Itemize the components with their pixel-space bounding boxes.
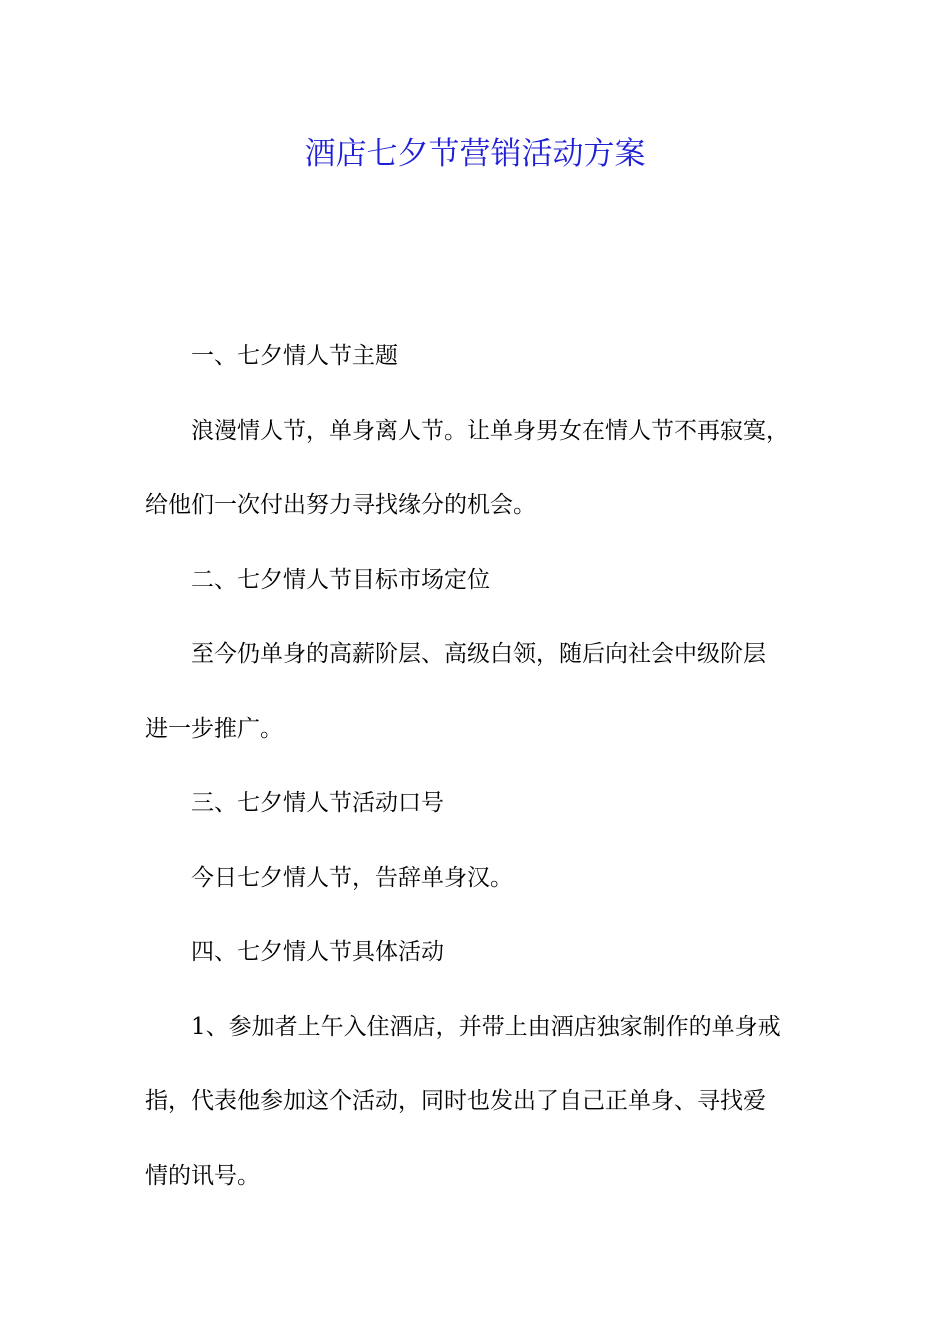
- paragraph-line: 浪漫情人节，单身离人节。让单身男女在情人节不再寂寞，: [191, 417, 789, 444]
- section-heading-theme: 一、七夕情人节主题: [191, 343, 398, 369]
- paragraph-line: 情的讯号。: [145, 1162, 260, 1189]
- paragraph-line: 给他们一次付出努力寻找缘分的机会。: [145, 492, 536, 518]
- paragraph-line: 指，代表他参加这个活动，同时也发出了自己正单身、寻找爱: [145, 1088, 766, 1114]
- document-body: [145, 338, 810, 1232]
- document-title: 酒店七夕节营销活动方案: [304, 136, 646, 172]
- section-heading-target-market: 二、七夕情人节目标市场定位: [191, 566, 490, 593]
- paragraph-line: 进一步推广。: [145, 715, 283, 742]
- section-heading-activities: 四、七夕情人节具体活动: [191, 939, 444, 965]
- section-heading-slogan: 三、七夕情人节活动口号: [191, 790, 444, 816]
- paragraph-line: 今日七夕情人节，告辞单身汉。: [191, 864, 513, 891]
- paragraph-line: 1、参加者上午入住酒店，并带上由酒店独家制作的单身戒: [191, 1013, 781, 1040]
- paragraph-line: 至今仍单身的高薪阶层、高级白领，随后向社会中级阶层: [191, 641, 766, 667]
